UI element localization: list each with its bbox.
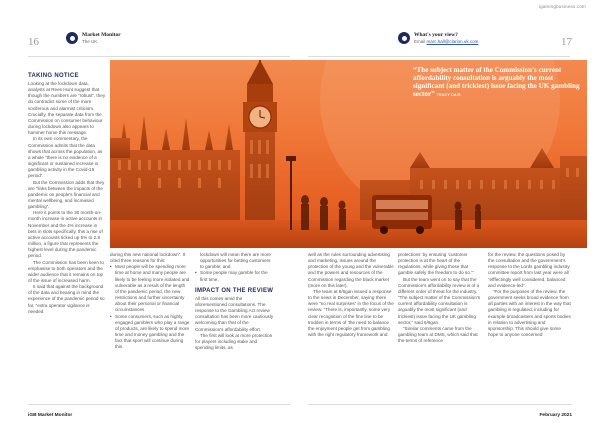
page-footer (0, 406, 600, 424)
paragraph: protections’ by ensuring ‘customer protection is at the heart of the regulations, while giving those that gamble safely the freedom to do so.’” (398, 252, 474, 276)
bullet-list (195, 270, 275, 282)
page-number-left: 16 (28, 36, 39, 48)
footer-date: February 2021 (539, 412, 572, 418)
speech-bubble-icon (398, 32, 410, 44)
list-item: • Most people will be spending more time at home and many people are likely to be feeling more isolated and vulnerable as a result of the length of the pandemic period, the new restrictions and further uncertainty about their personal or financial circumstances (110, 264, 190, 313)
list-item: • Some people may gamble for the first time. (195, 270, 275, 282)
footer-rule-left (28, 404, 290, 405)
paragraph: But the team went on to say that the Commission's affordability review is of a different order of threat for the industry. “The subject matter of the Commission's current affordability consultation is arguably the most significant (and trickiest) issue facing the UK gambling sector,” said 6/6gan. (398, 276, 481, 325)
paragraph: well as the rules surrounding advertising and marketing, issues around the protection of the young and the vulnerable and the powers and resources of the Commission regarding the black market (more on this later). (308, 252, 394, 288)
article-column-1 (28, 72, 106, 315)
footer-publication: iGB Market Monitor (28, 412, 73, 418)
paragraph: In its own commentary, the Commission admits that the data shows that across the population, as a whole “there is no evidence of a significant or sustained increase in gambling activity in the Covid-19 period”. (28, 136, 103, 179)
email-link[interactable]: marc.hall@clarion.uk.com (426, 39, 479, 44)
section-subtitle: The UK (82, 39, 98, 44)
paragraph: Looking at the lockdown data, analysts at Rees Hunt suggest that though the numbers are “robust”, they do contradict some of the more vociferous and alarmist criticism. Crucially, the separate data from the Commission on consumer behaviour during lockdown also appears to hammer home this message. (28, 81, 106, 136)
article-column-5 (398, 252, 484, 344)
header-rule-right (308, 56, 570, 57)
page-number-right: 17 (561, 36, 572, 48)
paragraph: The first will look at more protection for players including stake and spending limits, as (195, 332, 273, 351)
market-monitor-icon (66, 32, 78, 44)
section-header-left (66, 32, 121, 45)
article-column-2 (110, 252, 190, 351)
feedback-email: Email marc.hall@clarion.uk.com (414, 39, 479, 44)
pull-quote-attribution: TRACY DAIS (436, 93, 461, 98)
list-item: • Some consumers, such as highly engaged gamblers who play a range of products, are likely to spend more time and money gambling and the fact that sport will continue during this (110, 314, 190, 351)
bullet-list (110, 264, 190, 350)
paragraph: All this comes amid the aforementioned consultations. The response to the Gambling Act review consultation has been more cautiously welcoming than that of the Commission's affordability effort. (195, 295, 274, 332)
paragraph: for the review, the questions posed by the consultation and the government's response to the Lords gambling industry committee report from last year were all “efffectingly well considered, balanced and evidence-led”. (488, 252, 570, 288)
article-column-6 (488, 252, 572, 338)
header-rule-left (28, 56, 290, 57)
paragraph: It said that against the background of the data and bearing in mind the experience of the pandemic period so far, “extra operator vigilance is needed (28, 284, 105, 314)
section-title: Market Monitor (82, 32, 121, 38)
paragraph: Here it points to the 30 month-on-month increase in active accounts in November and the 4% increase in bets in slots specifically, this a rise of active accounts ticked up 5% to 2.8 million, a figure that represents the highest level during the pandemic period. (28, 210, 103, 259)
article-column-4 (308, 252, 394, 338)
paragraph: “Similar comments came from the gambling team at DMS, which said that the terms of reference (398, 325, 478, 344)
article-column-3 (195, 252, 275, 351)
section-header-right (398, 32, 478, 45)
site-url[interactable]: igamingbusiness.com (538, 4, 586, 9)
paragraph: The team at 6/6gan issued a response to the news in December, saying there were “no real surprises” in the focus of the review. “There is, importantly, some very clear recognition of the fine line to be trodden in terms of ‘the need to balance the enjoyment people get from gambling with the right regulatory framework and (308, 288, 394, 338)
paragraph: But the Commission adds that they are “links between the impacts of the pandemic on people's financial and mental wellbeing, and increased gambling”. (28, 179, 105, 210)
paragraph: during this new national lockdown”. It cited three reasons for this: (110, 252, 186, 264)
pull-quote-text: “The subject matter of the Commission's current affordability consultation is arguably the most significant (and trickiest) issue facing the UK gambling sector” (413, 66, 580, 99)
paragraph: The Commission has been keen to emphasise to both operators and the wider audience that it remains on top of the issue of increased harm. (28, 259, 104, 283)
section-heading-taking-notice: TAKING NOTICE (28, 73, 79, 79)
footer-rule-right (308, 404, 572, 405)
bullet-continuation: lockdown will mean there are more opportunities for betting customers to gamble; and (200, 252, 271, 270)
feedback-title: What's your view? (414, 32, 458, 38)
paragraph: “For the purposes of the review, the government seeks broad evidence from all parties with an interest in the way that gambling is regulated, including for example broadcasters and sports bodies in relation to advertising and sponsorship. This should give some hope to anyone concerned (488, 288, 571, 338)
section-heading-impact-review: IMPACT ON THE REVIEW (195, 287, 274, 294)
pull-quote (413, 66, 585, 99)
